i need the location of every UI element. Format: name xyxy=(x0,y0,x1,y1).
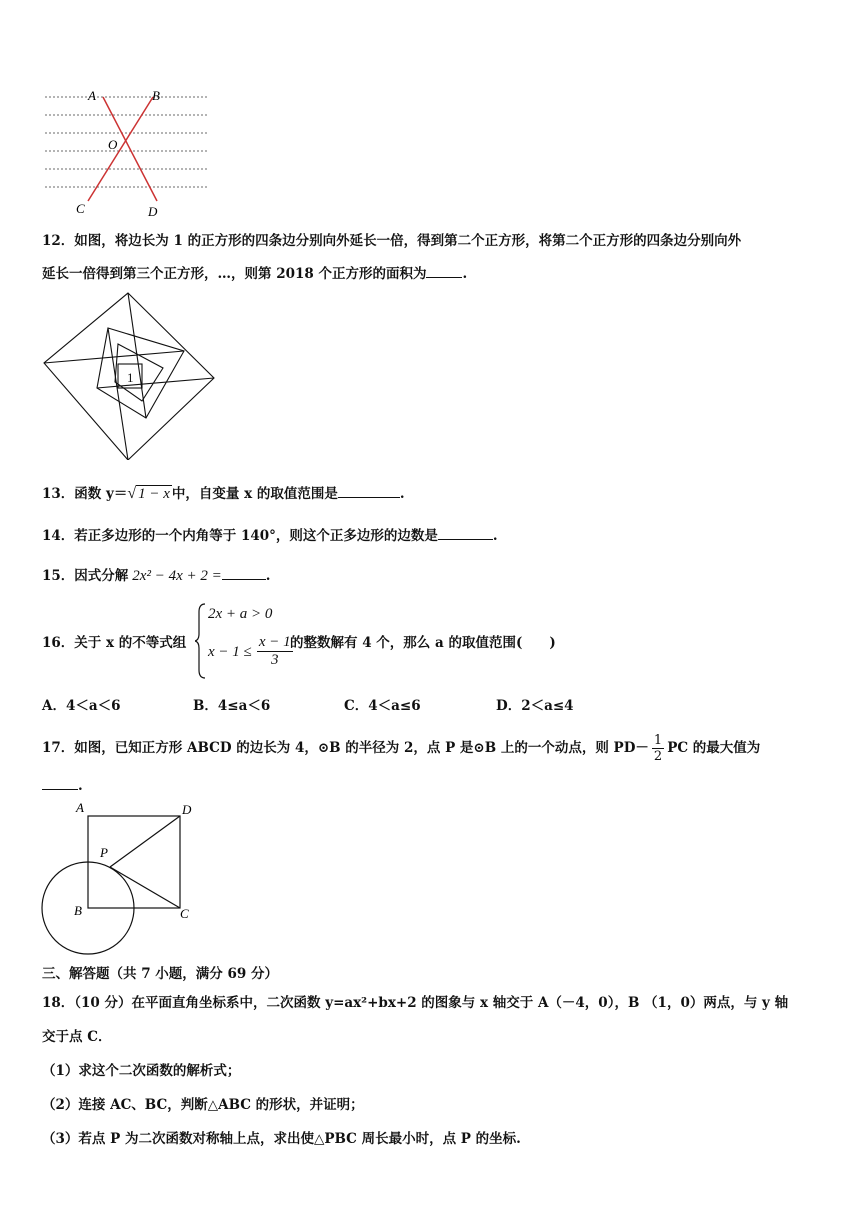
q12-line1: 12．如图，将边长为 1 的正方形的四条边分别向外延长一倍，得到第二个正方形，将第二个正方形的四条边分别向外 xyxy=(42,233,742,249)
q12-answer-blank xyxy=(426,277,462,278)
q12-figure xyxy=(40,290,220,460)
q14: 14．若正多边形的一个内角等于 140°，则这个正多边形的边数是 . xyxy=(42,528,498,544)
q16-fraction: $\frac{x - 1}{3}$ xyxy=(258,634,291,668)
q13-answer-blank xyxy=(338,497,400,498)
label-b: B xyxy=(152,88,160,103)
q18-part-1: （1）求这个二次函数的解析式； xyxy=(42,1063,241,1079)
label-p: P xyxy=(100,845,108,860)
q11-figure xyxy=(40,85,215,220)
q13: 13．函数 y＝√ 1 − x 中，自变量 x 的取值范围是 . xyxy=(42,485,405,502)
q16-brace-icon xyxy=(195,602,207,680)
q12-text: 延长一倍得到第三个正方形，…，则第 2018 个正方形的面积为 xyxy=(42,266,427,282)
q16-suffix: 的整数解有 4 个，那么 a 的取值范围( ) xyxy=(290,635,556,651)
q17-fraction: $\frac{1}{2}$ xyxy=(653,733,663,764)
label-a: A xyxy=(88,88,96,103)
q16-option-d[interactable]: D．2＜a≤4 xyxy=(496,698,574,714)
section-title: 三、解答题（共 7 小题，满分 69 分） xyxy=(42,966,278,982)
q17-line1: 17．如图，已知正方形 ABCD 的边长为 4，⊙B 的半径为 2，点 P 是⊙B 上的一个动点，则 PD－ $\frac{1}{2}$ PC 的最大值为 xyxy=(42,733,761,764)
label-a: A xyxy=(76,800,84,815)
q16-inequality-2: x − 1 ≤ $\frac{x - 1}{3}$ xyxy=(208,634,291,668)
q16-inequality-1: 2x + a > 0 xyxy=(208,606,273,622)
label-o: O xyxy=(108,137,118,152)
q15-answer-blank xyxy=(222,579,266,580)
q16-option-b[interactable]: B．4≤a＜6 xyxy=(193,698,271,714)
q15: 15．因式分解 2x² − 4x + 2 = . xyxy=(42,568,271,584)
q17-line2: . xyxy=(42,778,83,794)
q18-line1: 18．（10 分）在平面直角坐标系中，二次函数 y=ax²+bx+2 的图象与 x 轴交于 A（－4，0），B （1，0）两点，与 y 轴 xyxy=(42,995,789,1011)
segment-bc xyxy=(88,97,153,201)
q17-answer-blank xyxy=(42,789,78,790)
q12-line2: 延长一倍得到第三个正方形，…，则第 2018 个正方形的面积为 . xyxy=(42,266,468,282)
q18-line2: 交于点 C． xyxy=(42,1029,112,1045)
label-d: D xyxy=(148,204,158,219)
q16-prefix: 16．关于 x 的不等式组 xyxy=(42,635,187,651)
label-c: C xyxy=(76,201,85,216)
q18-part-3: （3）若点 P 为二次函数对称轴上点，求出使△PBC 周长最小时，点 P 的坐标. xyxy=(42,1131,521,1147)
q15-expression: 2x² − 4x + 2 = xyxy=(132,568,222,584)
label-b: B xyxy=(74,903,82,918)
q13-radicand: 1 − x xyxy=(138,486,170,502)
q14-answer-blank xyxy=(438,539,493,540)
q17-figure xyxy=(38,800,198,955)
q18-part-2: （2）连接 AC、BC，判断△ABC 的形状，并证明； xyxy=(42,1097,364,1113)
q16-option-a[interactable]: A．4＜a＜6 xyxy=(42,698,121,714)
label-d: D xyxy=(182,802,192,817)
label-c: C xyxy=(180,906,189,921)
q12-figure-label: 1 xyxy=(127,370,134,385)
q16-option-c[interactable]: C．4＜a≤6 xyxy=(344,698,421,714)
